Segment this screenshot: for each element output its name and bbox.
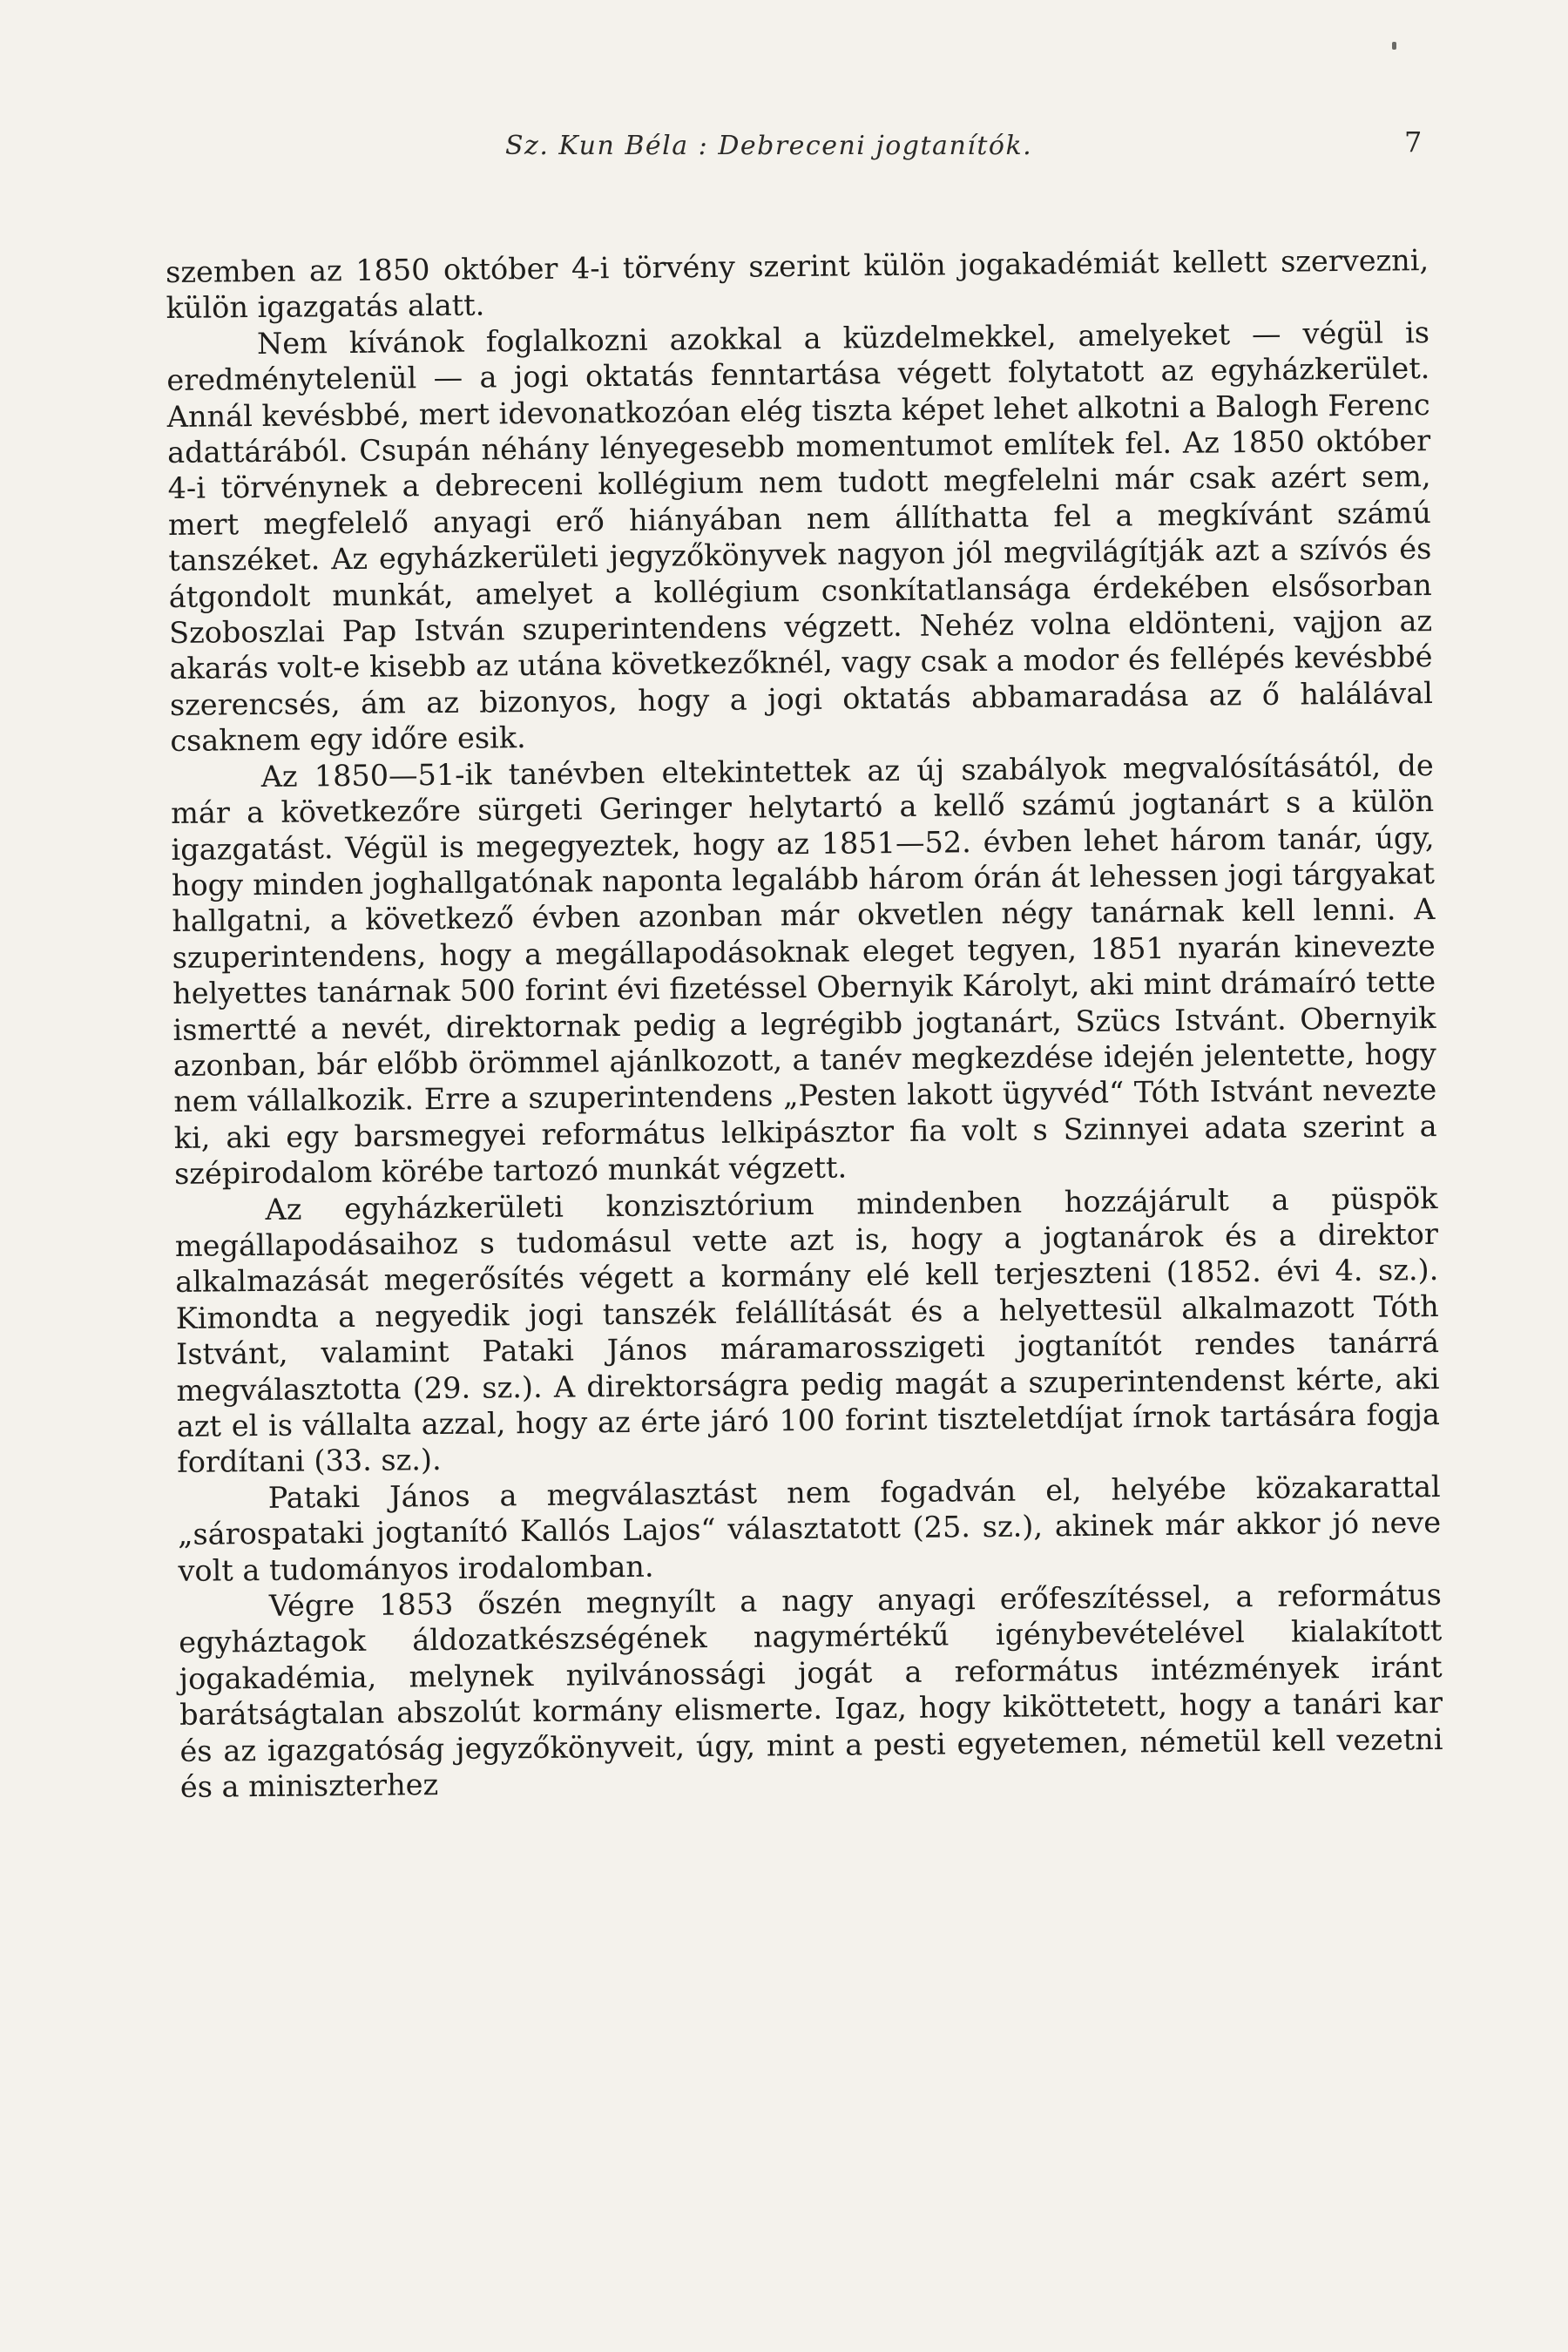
paragraph-3: Az 1850—51-ik tanévben eltekintettek az új szabályok megvalósításától, de már a következőre sürgeti Geringer helytartó a kellő számú jogtanárt s a külön igazgatást. Végül is megegyeztek, hogy az 1851—52. évben lehet három tanár, úgy, hogy minden joghallgatónak naponta legalább három órán át lehessen jogi tárgyakat hallgatni, a következő évben azonban már okvetlen négy tanárnak kell lenni. A szuperintendens, hogy a megállapodásoknak eleget tegyen, 1851 nyarán kinevezte helyettes tanárnak 500 forint évi fizetéssel Obernyik Károlyt, aki mint drámaíró tette ismertté a nevét, direktornak pedig a legrégibb jogtanárt, Szücs Istvánt. Obernyik azonban, bár előbb örömmel ajánlkozott, a tanév megkezdése idején jelentette, hogy nem vállalkozik. Erre a szuperintendens „Pesten lakott ügyvéd“ Tóth Istvánt nevezte ki, aki egy barsmegyei református lelkipásztor fia volt s Szinnyei adata szerint a szépirodalom körébe tartozó munkát végzett. bbox=[170, 747, 1437, 1192]
paragraph-4: Az egyházkerületi konzisztórium mindenben hozzájárult a püspök megállapodásaihoz s tudomásul vette azt is, hogy a jogtanárok és a direktor alkalmazását megerősítés végett a kormány elé kell terjeszteni (1852. évi 4. sz.). Kimondta a negyedik jogi tanszék felállítását és a helyettesül alkalmazott Tóth Istvánt, valamint Pataki János máramarosszigeti jogtanítót rendes tanárrá megválasztotta (29. sz.). A direktorságra pedig magát a szuperintendenst kérte, aki azt el is vállalta azzal, hogy az érte járó 100 forint tiszteletdíjat írnok tartására fogja fordítani (33. sz.). bbox=[174, 1180, 1441, 1480]
scan-speck bbox=[1392, 42, 1396, 50]
running-head bbox=[0, 125, 1568, 166]
paragraph-5: Pataki János a megválasztást nem fogadván el, helyébe közakarattal „sárospataki jogtanító Kallós Lajos“ választatott (25. sz.), akinek már akkor jó neve volt a tudományos irodalomban. bbox=[177, 1469, 1442, 1588]
page-number: 7 bbox=[1404, 125, 1423, 159]
paragraph-2: Nem kívánok foglalkozni azokkal a küzdelmekkel, amelyeket — végül is eredménytelenül — a jogi oktatás fenntartása végett folytatott az egyházkerület. Annál kevésbbé, mert idevonatkozóan elég tiszta képet lehet alkotni a Balogh Ferenc adattárából. Csupán néhány lényegesebb momentumot említek fel. Az 1850 október 4-i törvénynek a debreceni kollégium nem tudott megfelelni már csak azért sem, mert megfelelő anyagi erő hiányában nem állíthatta fel a megkívánt számú tanszéket. Az egyházkerületi jegyzőkönyvek nagyon jól megvilágítják azt a szívós és átgondolt munkát, amelyet a kollégium csonkítatlansága érdekében elsősorban Szoboszlai Pap István szuperintendens végzett. Nehéz volna eldönteni, vajjon az akarás volt-e kisebb az utána következőknél, vagy csak a modor és fellépés kevésbbé szerencsés, ám az bizonyos, hogy a jogi oktatás abbamaradása az ő halálával csaknem egy időre esik. bbox=[166, 314, 1434, 759]
paragraph-1: szemben az 1850 október 4-i törvény szerint külön jogakadémiát kellett szervezni, külön igazgatás alatt. bbox=[166, 243, 1429, 326]
body-text bbox=[166, 242, 1443, 1805]
paragraph-6: Végre 1853 őszén megnyílt a nagy anyagi erőfeszítéssel, a református egyháztagok áldozatkészségének nagymértékű igénybevételével kialakított jogakadémia, melynek nyilvánossági jogát a református intézmények iránt barátságtalan abszolút kormány elismerte. Igaz, hogy kiköttetett, hogy a tanári kar és az igazgatóság jegyzőkönyveit, úgy, mint a pesti egyetemen, németül kell vezetni és a miniszterhez bbox=[179, 1578, 1443, 1804]
running-head-title: Sz. Kun Béla : Debreceni jogtanítók. bbox=[505, 131, 1033, 161]
